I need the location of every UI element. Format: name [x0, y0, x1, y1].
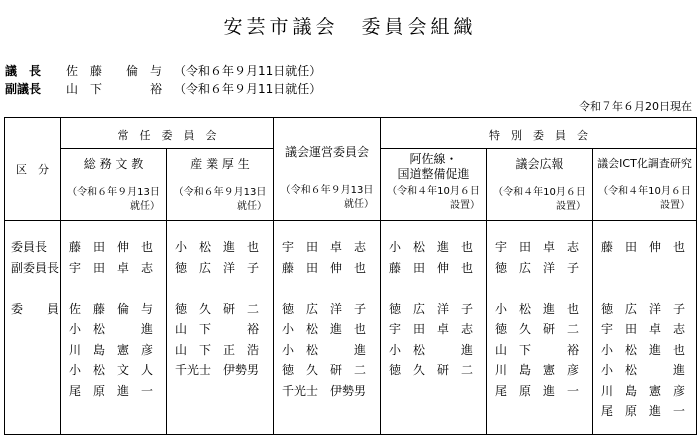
member-name: 小 松 進 — [389, 342, 474, 357]
member-name: 宇 田 卓 志 — [282, 240, 367, 254]
special-committees-header — [381, 118, 697, 149]
steering-date — [274, 160, 380, 212]
member-list — [61, 237, 166, 401]
member-name: 小 松 進 也 — [601, 342, 686, 357]
member-name: 川 島 憲 彦 — [601, 383, 686, 398]
member-name: 小 松 進 — [69, 322, 154, 336]
member-name: 徳 久 研 二 — [495, 322, 580, 336]
committee-name: 議会ICT化調査研究 — [597, 157, 692, 170]
member-list — [167, 237, 273, 381]
committee-date — [487, 172, 592, 214]
date-line1: （令和６年９月13日 — [67, 187, 160, 198]
date-line2: 就任） — [130, 201, 160, 212]
members-gikai-kouhou — [487, 221, 593, 435]
committee-gikai-kouhou — [487, 149, 593, 221]
page-title: 安芸市議会 委員会組織 — [223, 16, 477, 38]
committee-date — [167, 172, 273, 214]
date-line1: （令和４年10月６日 — [598, 186, 691, 197]
member-name: 小 松 進 — [601, 363, 686, 377]
member-name: 宇 田 卓 志 — [69, 260, 154, 275]
member-name: 千光士 伊勢男 — [282, 383, 367, 398]
member-name: 宇 田 卓 志 — [601, 322, 686, 336]
special-header-text: 特 別 委 員 会 — [489, 129, 588, 142]
date-line2: 設置） — [660, 200, 691, 211]
committee-ict — [593, 149, 697, 221]
members-asa-line — [381, 221, 487, 435]
members-steering — [274, 221, 381, 435]
members-ict — [593, 221, 697, 435]
member-name: 徳 久 研 二 — [175, 301, 260, 316]
committee-date — [61, 172, 166, 214]
member-name: 尾 原 進 一 — [495, 383, 580, 398]
member-gap — [61, 278, 166, 299]
member-name: 徳 広 洋 子 — [175, 260, 260, 275]
member-gap — [593, 278, 696, 299]
member-gap — [381, 278, 486, 299]
committee-name: 阿佐線・ — [409, 152, 458, 166]
members-soumu-bunkyo — [61, 221, 167, 435]
member-name: 小 松 文 人 — [69, 363, 154, 377]
committee-name: 総 務 文 教 — [83, 157, 144, 171]
member-name: 山 下 正 浩 — [175, 342, 260, 357]
committee-soumu-bunkyo — [61, 149, 167, 221]
member-name: 徳 広 洋 子 — [495, 260, 580, 275]
member-name: 小 松 進 — [282, 342, 367, 357]
vice-chair-role: 副議長 — [5, 82, 42, 96]
committee-table — [4, 117, 697, 435]
member-name: 尾 原 進 一 — [69, 383, 154, 398]
chair-name: 佐 藤 倫 与 — [66, 64, 163, 78]
committee-name: 議会広報 — [515, 157, 564, 171]
committee-name-line2: 国道整備促進 — [397, 167, 470, 181]
member-name: 宇 田 卓 志 — [389, 322, 474, 336]
member-name: 佐 藤 倫 与 — [69, 301, 154, 316]
member-name: 徳 広 洋 子 — [601, 301, 686, 316]
member-name: 山 下 裕 — [495, 342, 580, 357]
member-name: 藤 田 伸 也 — [601, 240, 686, 254]
member-name: 徳 広 洋 子 — [282, 301, 367, 316]
member-list — [593, 237, 696, 422]
as-of-date: 令和７年６月20日現在 — [579, 100, 692, 113]
committee-name: 産 業 厚 生 — [190, 157, 250, 171]
vice-chair-name: 山 下 裕 — [66, 82, 163, 96]
date-line1: （令和４年10月６日 — [387, 186, 480, 197]
member-name: 徳 久 研 二 — [282, 363, 367, 377]
committee-date — [381, 182, 486, 213]
date-line2: 就任） — [237, 201, 267, 212]
kubun-header — [5, 118, 61, 221]
member-name: 小 松 進 也 — [495, 301, 580, 316]
chair-row — [5, 62, 41, 79]
steering-committee-header — [274, 118, 381, 221]
kubun-header-text: 区 分 — [16, 163, 49, 176]
role-members: 委 員 — [11, 301, 60, 316]
member-gap — [274, 278, 380, 299]
member-list — [274, 237, 380, 401]
member-name: 藤 田 伸 也 — [69, 240, 154, 254]
member-name: 藤 田 伸 也 — [389, 260, 474, 275]
steering-header-text: 議会運営委員会 — [284, 145, 369, 159]
vice-chair-appointed: （令和６年９月11日就任） — [174, 82, 322, 96]
member-name: 藤 田 伸 也 — [282, 260, 367, 275]
member-name: 小 松 進 也 — [389, 240, 474, 254]
member-name: 徳 広 洋 子 — [389, 301, 474, 316]
member-gap — [593, 258, 696, 279]
member-name: 徳 久 研 二 — [389, 363, 474, 377]
date-line1: （令和６年９月13日 — [173, 187, 267, 198]
standing-header-text: 常 任 委 員 会 — [117, 129, 217, 142]
committee-date — [593, 171, 696, 213]
committee-asa-line — [381, 149, 487, 221]
member-name: 宇 田 卓 志 — [495, 240, 580, 254]
vice-chair-row — [5, 80, 41, 97]
member-name: 山 下 裕 — [175, 322, 260, 336]
member-name: 千光士 伊勢男 — [175, 363, 260, 377]
date-line1: （令和４年10月６日 — [493, 187, 586, 198]
member-name: 尾 原 進 一 — [601, 404, 686, 418]
member-gap — [487, 278, 592, 299]
member-name: 川 島 憲 彦 — [495, 363, 580, 377]
member-gap — [167, 278, 273, 299]
role-chair: 委員長 — [11, 240, 48, 254]
role-column — [5, 221, 61, 435]
member-list — [487, 237, 592, 401]
member-name: 小 松 進 也 — [175, 240, 260, 254]
committee-sangyo-kousei — [167, 149, 274, 221]
member-name: 川 島 憲 彦 — [69, 342, 154, 357]
steering-date-line2: 就任） — [344, 199, 374, 210]
date-line2: 設置） — [556, 201, 586, 212]
member-name: 小 松 進 也 — [282, 322, 367, 336]
chair-appointed: （令和６年９月11日就任） — [174, 64, 322, 78]
members-sangyo-kousei — [167, 221, 274, 435]
steering-date-line1: （令和６年９月13日 — [280, 185, 374, 196]
chair-role: 議 長 — [5, 64, 42, 78]
date-line2: 設置） — [450, 200, 480, 211]
member-list — [381, 237, 486, 381]
role-vice-chair: 副委員長 — [11, 260, 60, 275]
standing-committees-header — [61, 118, 274, 149]
